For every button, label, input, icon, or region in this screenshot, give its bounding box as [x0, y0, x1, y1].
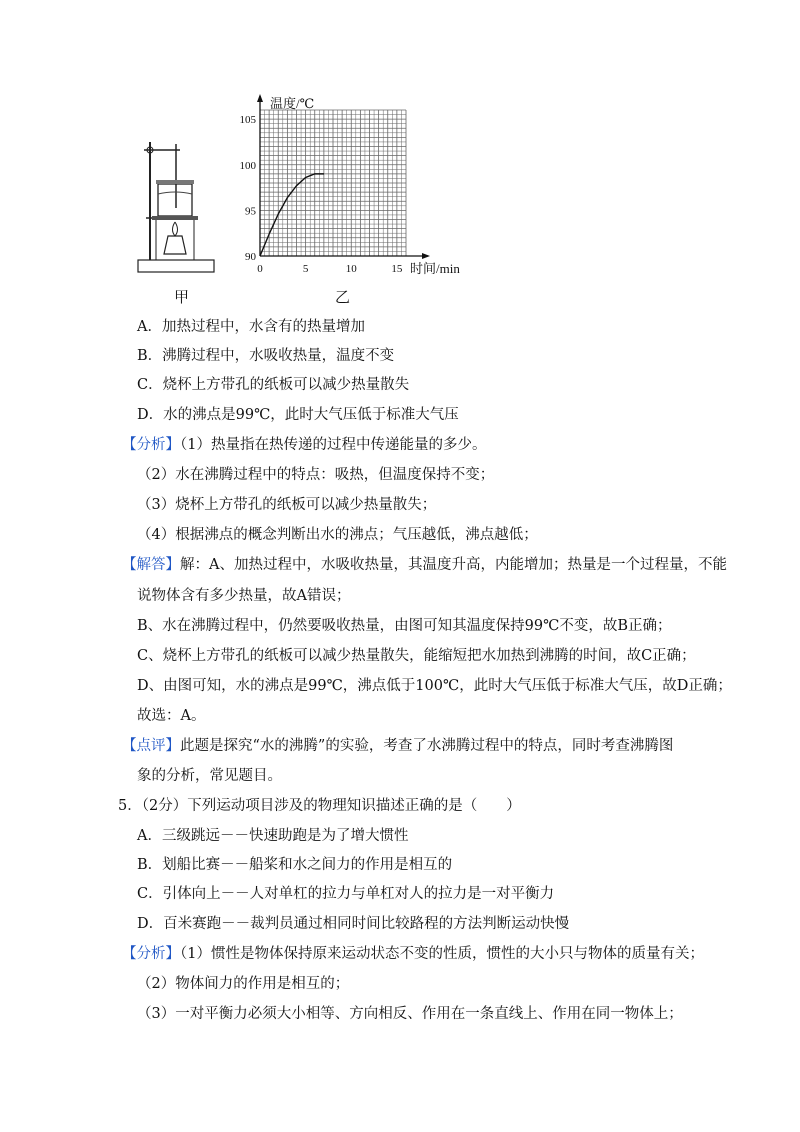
q5-option-d: D．百米赛跑－－裁判员通过相同时间比较路程的方法判断运动快慢	[137, 916, 570, 932]
q4-analysis-line-4: （4）根据沸点的概念判断出水的沸点；气压越低，沸点越低；	[137, 527, 538, 543]
q4-analysis-text-1: （1）热量指在热传递的过程中传递能量的多少。	[180, 437, 487, 453]
q4-comment-tag: 【点评】	[122, 738, 180, 754]
q4-answer-line-3: B、水在沸腾过程中，仍然要吸收热量，由图可知其温度保持99℃不变，故B正确；	[137, 618, 672, 634]
q4-comment-text-1: 此题是探究“水的沸腾”的实验，考查了水沸腾过程中的特点，同时考查沸腾图	[180, 738, 674, 754]
q4-answer-line-6: 故选：A。	[137, 708, 206, 724]
y-axis-label: 温度/℃	[270, 96, 315, 111]
q4-option-c: C．烧杯上方带孔的纸板可以减少热量散失	[137, 377, 410, 393]
x-tick-label: 5	[302, 263, 309, 275]
q4-analysis-tag: 【分析】	[122, 437, 180, 453]
x-axis-arrow	[422, 253, 430, 259]
q4-option-b: B．沸腾过程中，水吸收热量，温度不变	[137, 348, 395, 364]
x-axis-label: 时间/min	[410, 261, 460, 276]
q4-option-a: A．加热过程中，水含有的热量增加	[137, 319, 365, 335]
q5-analysis-tag: 【分析】	[122, 946, 180, 962]
q4-analysis-line-3: （3）烧杯上方带孔的纸板可以减少热量散失；	[137, 497, 437, 513]
q4-answer-line-2: 说物体含有多少热量，故A错误；	[137, 588, 351, 604]
q4-option-d: D．水的沸点是99℃，此时大气压低于标准大气压	[137, 407, 459, 423]
y-axis-arrow	[257, 94, 263, 102]
q4-comment-line-2: 象的分析，常见题目。	[137, 768, 282, 784]
q5-option-a: A．三级跳远－－快速助跑是为了增大惯性	[137, 828, 409, 844]
q4-analysis-line-2: （2）水在沸腾过程中的特点：吸热，但温度保持不变；	[137, 467, 495, 483]
x-tick-label: 15	[391, 263, 403, 275]
apparatus-label: 甲	[174, 288, 190, 306]
q5-analysis-line-2: （2）物体间力的作用是相互的；	[137, 976, 350, 992]
x-tick-label: 10	[345, 263, 357, 275]
q5-analysis-text-1: （1）惯性是物体保持原来运动状态不变的性质，惯性的大小只与物体的质量有关；	[180, 946, 704, 962]
q4-answer-line-5: D、由图可知，水的沸点是99℃，沸点低于100℃，此时大气压低于标准大气压，故D正确；	[137, 678, 732, 694]
y-tick-label: 105	[239, 114, 256, 127]
q4-comment-line-1	[122, 736, 673, 756]
q5-stem: 5．（2分）下列运动项目涉及的物理知识描述正确的是（ ）	[118, 798, 521, 814]
x-tick-label: 0	[257, 263, 263, 275]
q5-analysis-line-3: （3）一对平衡力必须大小相等、方向相反、作用在一条直线上、作用在同一物体上；	[137, 1006, 683, 1022]
q4-answer-text-1: 解：A、加热过程中，水吸收热量，其温度升高，内能增加；热量是一个过程量，不能	[180, 557, 727, 573]
q5-option-b: B．划船比赛－－船桨和水之间力的作用是相互的	[137, 857, 453, 873]
q4-analysis-line-1	[122, 435, 486, 455]
q5-analysis-line-1	[122, 944, 704, 964]
boiling-graph	[228, 88, 468, 288]
y-tick-label: 95	[245, 205, 256, 218]
y-tick-label: 100	[239, 159, 256, 172]
q5-option-c: C．引体向上－－人对单杠的拉力与单杠对人的拉力是一对平衡力	[137, 886, 555, 902]
q4-answer-tag: 【解答】	[122, 557, 180, 573]
y-tick-label: 90	[245, 251, 256, 263]
apparatus-figure	[136, 136, 218, 278]
q4-answer-line-4: C、烧杯上方带孔的纸板可以减少热量散失，能缩短把水加热到沸腾的时间，故C正确；	[137, 648, 696, 664]
graph-label: 乙	[335, 288, 351, 306]
q4-answer-line-1	[122, 555, 727, 575]
